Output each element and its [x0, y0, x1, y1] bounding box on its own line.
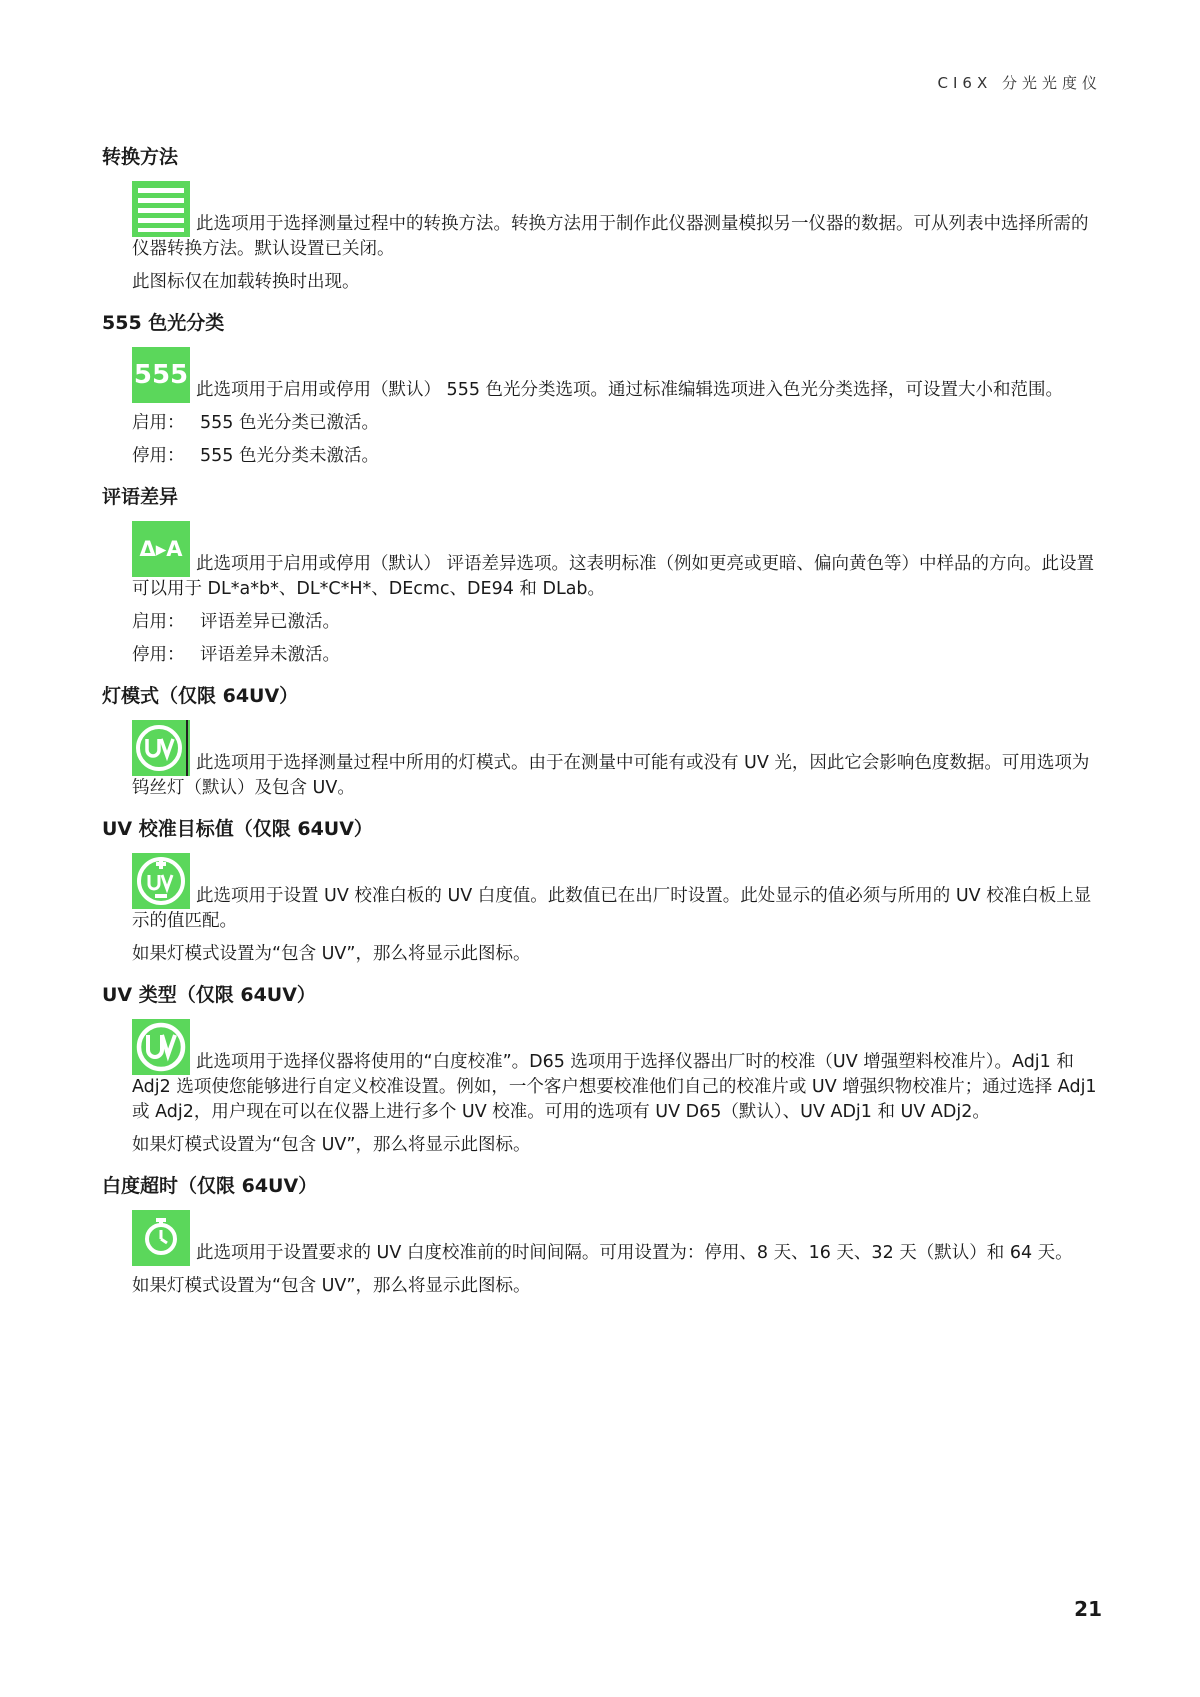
- section-heading: 555 色光分类: [102, 312, 225, 334]
- page-header: CI6X 分光光度仪: [937, 74, 1102, 92]
- note-text: 此图标仅在加载转换时出现。: [132, 272, 360, 292]
- section-body: [132, 853, 1102, 967]
- icon-label: 555: [133, 360, 189, 390]
- description-paragraph: [132, 347, 1102, 403]
- option-text: 评语差异已激活。: [200, 612, 340, 632]
- section-whiteness-timeout: [102, 1174, 1102, 1299]
- section-body: [132, 181, 1102, 295]
- section-lamp-mode: [102, 684, 1102, 801]
- description-text: 此选项用于设置 UV 校准白板的 UV 白度值。此数值已在出厂时设置。此处显示的值必须与所用的 UV 校准白板上显示的值匹配。: [132, 886, 1092, 931]
- description-text: 此选项用于启用或停用（默认） 555 色光分类选项。通过标准编辑选项进入色光分类选择，可设置大小和范围。: [196, 380, 1064, 400]
- section-body: [132, 347, 1102, 469]
- whiteness-timeout-icon: [132, 1210, 190, 1266]
- description-text: 此选项用于选择测量过程中所用的灯模式。由于在测量中可能有或没有 UV 光，因此它会影响色度数据。可用选项为钨丝灯（默认）及包含 UV。: [132, 753, 1090, 798]
- section-heading: 白度超时（仅限 64UV）: [102, 1175, 318, 1197]
- option-label: 启用：: [132, 413, 185, 433]
- description-paragraph: [132, 521, 1102, 602]
- description-text: 此选项用于选择测量过程中的转换方法。转换方法用于制作此仪器测量模拟另一仪器的数据。可从列表中选择所需的仪器转换方法。默认设置已关闭。: [132, 214, 1089, 259]
- option-label: 启用：: [132, 612, 185, 632]
- option-row: [132, 411, 1102, 436]
- section-body: [132, 1210, 1102, 1299]
- note-text: 如果灯模式设置为“包含 UV”，那么将显示此图标。: [132, 944, 531, 964]
- description-text: 此选项用于选择仪器将使用的“白度校准”。D65 选项用于选择仪器出厂时的校准（UV 增强塑料校准片）。Adj1 和 Adj2 选项使您能够进行自定义校准设置。例如，一个客户想要校准他们自己的校准片或 UV 增强织物校准片；通过选择 Adj1 或 Adj2，用户现在可以在仪器上进行多个 UV 校准。可用的选项有 UV D65（默认）、UV ADj1 和 UV ADj2。: [132, 1052, 1097, 1122]
- section-uv-type: [102, 983, 1102, 1158]
- description-paragraph: [132, 1019, 1102, 1125]
- note-text: 如果灯模式设置为“包含 UV”，那么将显示此图标。: [132, 1276, 531, 1296]
- description-paragraph: [132, 853, 1102, 934]
- section-conversion-method: [102, 145, 1102, 295]
- section-heading: UV 类型（仅限 64UV）: [102, 984, 316, 1006]
- description-paragraph: [132, 1210, 1102, 1266]
- description-paragraph: [132, 181, 1102, 262]
- section-body: [132, 720, 1102, 801]
- section-555-sort: [102, 311, 1102, 469]
- option-text: 评语差异未激活。: [200, 645, 340, 665]
- uv-lamp-icon: [132, 720, 190, 776]
- note-text: 如果灯模式设置为“包含 UV”，那么将显示此图标。: [132, 1135, 531, 1155]
- section-body: [132, 1019, 1102, 1158]
- uv-type-icon: [132, 1019, 190, 1075]
- option-row: [132, 643, 1102, 668]
- option-row: [132, 610, 1102, 635]
- section-body: [132, 521, 1102, 668]
- section-heading: UV 校准目标值（仅限 64UV）: [102, 818, 373, 840]
- section-heading: 灯模式（仅限 64UV）: [102, 685, 299, 707]
- description-paragraph: [132, 720, 1102, 801]
- option-text: 555 色光分类未激活。: [200, 446, 379, 466]
- description-text: 此选项用于启用或停用（默认） 评语差异选项。这表明标准（例如更亮或更暗、偏向黄色等）中样品的方向。此设置可以用于 DL*a*b*、DL*C*H*、DEcmc、DE94 和 DLab。: [132, 554, 1095, 599]
- 555-sort-icon: [132, 347, 190, 403]
- uv-calibration-target-icon: [132, 853, 190, 909]
- option-label: 停用：: [132, 645, 185, 665]
- conversion-list-icon: [132, 181, 190, 237]
- option-row: [132, 444, 1102, 469]
- section-heading: 评语差异: [102, 486, 179, 508]
- section-comment-difference: [102, 485, 1102, 668]
- page-number: 21: [1074, 1597, 1102, 1621]
- option-label: 停用：: [132, 446, 185, 466]
- delta-a-icon: [132, 521, 190, 577]
- content: [102, 145, 1102, 1315]
- description-text: 此选项用于设置要求的 UV 白度校准前的时间间隔。可用设置为：停用、8 天、16 天、32 天（默认）和 64 天。: [196, 1243, 1073, 1263]
- section-heading: 转换方法: [102, 146, 179, 168]
- option-text: 555 色光分类已激活。: [200, 413, 379, 433]
- section-uv-calibration-target: [102, 817, 1102, 967]
- icon-label: Δ▸A: [139, 537, 183, 561]
